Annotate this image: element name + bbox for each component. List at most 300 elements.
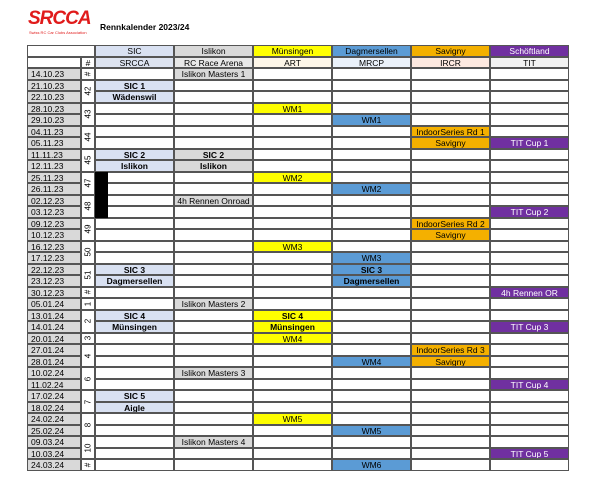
event-cell-dag: WM1 (332, 114, 411, 126)
empty-cell (174, 287, 253, 299)
empty-cell (490, 149, 569, 161)
empty-cell (411, 252, 490, 264)
week-number-label: 45 (83, 155, 93, 165)
srcca-logo (28, 8, 91, 39)
column-subheader-sic: SRCCA (95, 57, 174, 69)
column-header-dag: Dagmersellen (332, 45, 411, 57)
empty-cell (95, 103, 174, 115)
empty-cell (174, 425, 253, 437)
column-header-mun: Münsingen (253, 45, 332, 57)
event-cell-sch: TIT Cup 5 (490, 448, 569, 460)
week-number-cell (81, 172, 95, 195)
date-cell: 09.03.24 (27, 436, 81, 448)
week-number-label: 48 (83, 201, 93, 211)
empty-cell (174, 91, 253, 103)
empty-cell (253, 459, 332, 471)
empty-cell (332, 206, 411, 218)
date-cell: 27.01.24 (27, 344, 81, 356)
week-number-label: 10 (83, 443, 93, 452)
empty-cell (253, 356, 332, 368)
date-cell: 03.12.23 (27, 206, 81, 218)
empty-cell (332, 229, 411, 241)
week-number-cell (81, 344, 95, 367)
logo-text: SRCCA (28, 8, 91, 29)
date-cell: 20.01.24 (27, 333, 81, 345)
date-cell: 11.02.24 (27, 379, 81, 391)
empty-cell (95, 379, 174, 391)
empty-cell (332, 218, 411, 230)
empty-cell (411, 425, 490, 437)
empty-cell (411, 195, 490, 207)
empty-cell (95, 333, 174, 345)
empty-cell (490, 91, 569, 103)
empty-cell (490, 172, 569, 184)
week-number-label: 8 (83, 422, 93, 427)
event-cell-sic: Münsingen (95, 321, 174, 333)
week-number-label: # (83, 290, 93, 295)
empty-cell (332, 68, 411, 80)
empty-cell (253, 390, 332, 402)
empty-cell (332, 80, 411, 92)
empty-cell (490, 241, 569, 253)
week-number-label: 3 (83, 336, 93, 341)
empty-cell (95, 252, 174, 264)
event-cell-mun: WM1 (253, 103, 332, 115)
empty-cell (490, 344, 569, 356)
empty-cell (490, 459, 569, 471)
event-cell-sav: IndoorSeries Rd 1 (411, 126, 490, 138)
column-subheader-mun: ART (253, 57, 332, 69)
empty-cell (95, 114, 174, 126)
empty-cell (490, 103, 569, 115)
empty-cell (490, 264, 569, 276)
date-cell: 05.11.23 (27, 137, 81, 149)
column-header-sch: Schöftland (490, 45, 569, 57)
week-number-label: 49 (83, 224, 93, 234)
event-cell-mun: WM2 (253, 172, 332, 184)
week-number-cell (81, 367, 95, 390)
empty-cell (174, 103, 253, 115)
empty-cell (253, 137, 332, 149)
date-cell: 05.01.24 (27, 298, 81, 310)
event-cell-isl: Islikon Masters 4 (174, 436, 253, 448)
page-title: Rennkalender 2023/24 (100, 22, 190, 32)
week-number-cell (81, 218, 95, 241)
empty-cell (332, 298, 411, 310)
event-cell-sch: TIT Cup 2 (490, 206, 569, 218)
event-cell-isl: Islikon (174, 160, 253, 172)
empty-cell (95, 436, 174, 448)
empty-cell (253, 80, 332, 92)
empty-cell (253, 218, 332, 230)
event-cell-mun: WM4 (253, 333, 332, 345)
empty-cell (411, 114, 490, 126)
date-cell: 02.12.23 (27, 195, 81, 207)
empty-cell (253, 379, 332, 391)
empty-cell (411, 206, 490, 218)
empty-cell (411, 275, 490, 287)
empty-cell (174, 137, 253, 149)
date-cell: 12.11.23 (27, 160, 81, 172)
week-number-label: 44 (83, 132, 93, 142)
empty-cell (253, 195, 332, 207)
empty-cell (411, 379, 490, 391)
empty-cell (174, 183, 253, 195)
date-cell: 10.02.24 (27, 367, 81, 379)
week-number-label: 7 (83, 399, 93, 404)
event-cell-dag: WM4 (332, 356, 411, 368)
event-cell-mun: Münsingen (253, 321, 332, 333)
empty-cell (95, 448, 174, 460)
event-cell-mun: SIC 4 (253, 310, 332, 322)
empty-cell (332, 333, 411, 345)
empty-cell (174, 275, 253, 287)
date-cell: 22.10.23 (27, 91, 81, 103)
empty-cell (490, 310, 569, 322)
empty-cell (253, 298, 332, 310)
empty-cell (332, 448, 411, 460)
week-number-cell (81, 103, 95, 126)
empty-cell (490, 413, 569, 425)
empty-cell (490, 298, 569, 310)
empty-cell (95, 367, 174, 379)
week-number-cell (81, 413, 95, 436)
date-cell: 25.11.23 (27, 172, 81, 184)
empty-cell (411, 68, 490, 80)
empty-cell (332, 413, 411, 425)
empty-cell (332, 310, 411, 322)
empty-cell (174, 402, 253, 414)
empty-cell (253, 287, 332, 299)
empty-cell (174, 459, 253, 471)
empty-cell (253, 68, 332, 80)
empty-cell (411, 287, 490, 299)
event-cell-isl: 4h Rennen Onroad (174, 195, 253, 207)
week-number-cell (81, 310, 95, 333)
empty-cell (174, 218, 253, 230)
week-number-cell (81, 459, 95, 471)
event-cell-sic: SIC 3 (95, 264, 174, 276)
empty-cell (253, 229, 332, 241)
date-cell: 10.12.23 (27, 229, 81, 241)
event-cell-sic: SIC 2 (95, 149, 174, 161)
empty-cell (490, 333, 569, 345)
empty-cell (174, 333, 253, 345)
column-subheader-sch: TIT (490, 57, 569, 69)
event-cell-sic: SIC 1 (95, 80, 174, 92)
week-number-label: 4 (83, 353, 93, 358)
empty-cell (411, 413, 490, 425)
event-cell-sch: 4h Rennen OR (490, 287, 569, 299)
empty-cell (490, 252, 569, 264)
empty-cell (490, 195, 569, 207)
event-cell-sic: Aigle (95, 402, 174, 414)
event-cell-sch: TIT Cup 4 (490, 379, 569, 391)
empty-cell (95, 459, 174, 471)
date-cell: 24.03.24 (27, 459, 81, 471)
week-number-cell (81, 298, 95, 310)
empty-cell (174, 80, 253, 92)
empty-cell (174, 310, 253, 322)
empty-cell (411, 172, 490, 184)
event-cell-sav: Savigny (411, 356, 490, 368)
week-number-cell (81, 264, 95, 287)
week-number-cell (81, 241, 95, 264)
date-cell: 10.03.24 (27, 448, 81, 460)
empty-cell (411, 390, 490, 402)
header-blank (27, 45, 95, 57)
week-number-label: 43 (83, 109, 93, 119)
column-header-sav: Savigny (411, 45, 490, 57)
empty-cell (411, 91, 490, 103)
event-cell-mun: WM3 (253, 241, 332, 253)
empty-cell (95, 218, 174, 230)
date-cell: 26.11.23 (27, 183, 81, 195)
empty-cell (411, 310, 490, 322)
empty-cell (332, 390, 411, 402)
empty-cell (174, 241, 253, 253)
empty-cell (95, 425, 174, 437)
event-cell-sic: Islikon (95, 160, 174, 172)
empty-cell (253, 402, 332, 414)
event-cell-sic: SIC 5 (95, 390, 174, 402)
logo-subtitle: Swiss RC Car Clubs Association (29, 30, 87, 35)
empty-cell (253, 448, 332, 460)
empty-cell (411, 183, 490, 195)
column-header-isl: Islikon (174, 45, 253, 57)
empty-cell (490, 229, 569, 241)
event-cell-mun: WM5 (253, 413, 332, 425)
empty-cell (174, 252, 253, 264)
empty-cell (411, 103, 490, 115)
column-subheader-sav: IRCR (411, 57, 490, 69)
week-number-cell (81, 195, 95, 218)
event-cell-sch: TIT Cup 3 (490, 321, 569, 333)
header-blank-2 (27, 57, 81, 69)
week-number-cell (81, 390, 95, 413)
week-number-label: # (83, 462, 93, 467)
empty-cell (174, 229, 253, 241)
week-number-cell (81, 68, 95, 80)
empty-cell (253, 149, 332, 161)
event-cell-sav: Savigny (411, 137, 490, 149)
empty-cell (411, 80, 490, 92)
header-hash: # (81, 57, 95, 69)
empty-cell (490, 436, 569, 448)
empty-cell (332, 367, 411, 379)
week-number-cell (81, 126, 95, 149)
date-cell: 28.01.24 (27, 356, 81, 368)
event-cell-sav: IndoorSeries Rd 2 (411, 218, 490, 230)
empty-cell (174, 126, 253, 138)
empty-cell (490, 425, 569, 437)
empty-cell (411, 321, 490, 333)
empty-cell (411, 264, 490, 276)
date-cell: 28.10.23 (27, 103, 81, 115)
date-cell: 11.11.23 (27, 149, 81, 161)
date-cell: 21.10.23 (27, 80, 81, 92)
empty-cell (174, 172, 253, 184)
date-cell: 30.12.23 (27, 287, 81, 299)
empty-cell (174, 448, 253, 460)
empty-cell (411, 402, 490, 414)
empty-cell (174, 206, 253, 218)
empty-cell (253, 344, 332, 356)
date-cell: 04.11.23 (27, 126, 81, 138)
empty-cell (411, 459, 490, 471)
event-cell-sic: Dagmersellen (95, 275, 174, 287)
date-cell: 14.01.24 (27, 321, 81, 333)
week-number-label: 2 (83, 318, 93, 324)
event-cell-isl: Islikon Masters 3 (174, 367, 253, 379)
date-cell: 22.12.23 (27, 264, 81, 276)
empty-cell (95, 229, 174, 241)
empty-cell (95, 344, 174, 356)
empty-cell (490, 218, 569, 230)
week-number-label: 51 (83, 270, 93, 280)
empty-cell (332, 287, 411, 299)
empty-cell (332, 402, 411, 414)
empty-cell (411, 448, 490, 460)
event-cell-sav: IndoorSeries Rd 3 (411, 344, 490, 356)
date-cell: 23.12.23 (27, 275, 81, 287)
week-number-label: 1 (83, 301, 93, 306)
empty-cell (253, 160, 332, 172)
empty-cell (253, 91, 332, 103)
empty-cell (95, 287, 174, 299)
empty-cell (490, 402, 569, 414)
empty-cell (490, 114, 569, 126)
date-cell: 24.02.24 (27, 413, 81, 425)
empty-cell (253, 252, 332, 264)
column-subheader-isl: RC Race Arena (174, 57, 253, 69)
empty-cell (411, 298, 490, 310)
week-number-label: # (83, 71, 93, 76)
empty-cell (95, 356, 174, 368)
empty-cell (411, 241, 490, 253)
empty-cell (332, 149, 411, 161)
date-cell: 13.01.24 (27, 310, 81, 322)
date-cell: 17.12.23 (27, 252, 81, 264)
week-number-cell (81, 333, 95, 345)
event-cell-isl: SIC 2 (174, 149, 253, 161)
empty-cell (253, 436, 332, 448)
date-cell: 16.12.23 (27, 241, 81, 253)
empty-cell (253, 275, 332, 287)
empty-cell (95, 137, 174, 149)
column-subheader-dag: MRCP (332, 57, 411, 69)
empty-cell (411, 149, 490, 161)
empty-cell (332, 160, 411, 172)
empty-cell (253, 206, 332, 218)
week-number-cell (81, 287, 95, 299)
week-number-label: 42 (83, 86, 93, 96)
empty-cell (332, 91, 411, 103)
empty-cell (332, 126, 411, 138)
empty-cell (411, 436, 490, 448)
event-cell-dag: WM2 (332, 183, 411, 195)
empty-cell (253, 264, 332, 276)
empty-cell (332, 241, 411, 253)
empty-cell (174, 344, 253, 356)
date-cell: 09.12.23 (27, 218, 81, 230)
event-cell-sic: Wädenswil (95, 91, 174, 103)
empty-cell (490, 367, 569, 379)
empty-cell (411, 333, 490, 345)
empty-cell (174, 114, 253, 126)
empty-cell (332, 321, 411, 333)
empty-cell (490, 80, 569, 92)
empty-cell (490, 390, 569, 402)
empty-cell (332, 195, 411, 207)
week-number-label: 47 (83, 178, 93, 188)
event-cell-sch: TIT Cup 1 (490, 137, 569, 149)
week-number-cell (81, 436, 95, 459)
empty-cell (174, 390, 253, 402)
empty-cell (253, 367, 332, 379)
empty-cell (174, 379, 253, 391)
empty-cell (95, 241, 174, 253)
empty-cell (332, 137, 411, 149)
event-cell-sav: Savigny (411, 229, 490, 241)
empty-cell (490, 126, 569, 138)
black-marker (95, 172, 108, 218)
empty-cell (490, 68, 569, 80)
empty-cell (95, 126, 174, 138)
empty-cell (411, 160, 490, 172)
empty-cell (490, 183, 569, 195)
event-cell-dag: Dagmersellen (332, 275, 411, 287)
date-cell: 14.10.23 (27, 68, 81, 80)
empty-cell (95, 68, 174, 80)
event-cell-dag: SIC 3 (332, 264, 411, 276)
empty-cell (332, 436, 411, 448)
empty-cell (332, 103, 411, 115)
empty-cell (490, 160, 569, 172)
empty-cell (332, 379, 411, 391)
empty-cell (95, 413, 174, 425)
event-cell-dag: WM6 (332, 459, 411, 471)
event-cell-sic: SIC 4 (95, 310, 174, 322)
empty-cell (332, 172, 411, 184)
empty-cell (174, 321, 253, 333)
date-cell: 18.02.24 (27, 402, 81, 414)
empty-cell (174, 356, 253, 368)
event-cell-dag: WM3 (332, 252, 411, 264)
empty-cell (253, 425, 332, 437)
week-number-cell (81, 149, 95, 172)
empty-cell (174, 413, 253, 425)
date-cell: 25.02.24 (27, 425, 81, 437)
empty-cell (174, 264, 253, 276)
empty-cell (253, 126, 332, 138)
empty-cell (490, 356, 569, 368)
date-cell: 29.10.23 (27, 114, 81, 126)
event-cell-isl: Islikon Masters 1 (174, 68, 253, 80)
empty-cell (95, 298, 174, 310)
empty-cell (253, 114, 332, 126)
week-number-label: 50 (83, 247, 93, 257)
empty-cell (490, 275, 569, 287)
event-cell-dag: WM5 (332, 425, 411, 437)
empty-cell (253, 183, 332, 195)
date-cell: 17.02.24 (27, 390, 81, 402)
week-number-label: 6 (83, 376, 93, 381)
empty-cell (332, 344, 411, 356)
empty-cell (411, 367, 490, 379)
event-cell-isl: Islikon Masters 2 (174, 298, 253, 310)
week-number-cell (81, 80, 95, 103)
